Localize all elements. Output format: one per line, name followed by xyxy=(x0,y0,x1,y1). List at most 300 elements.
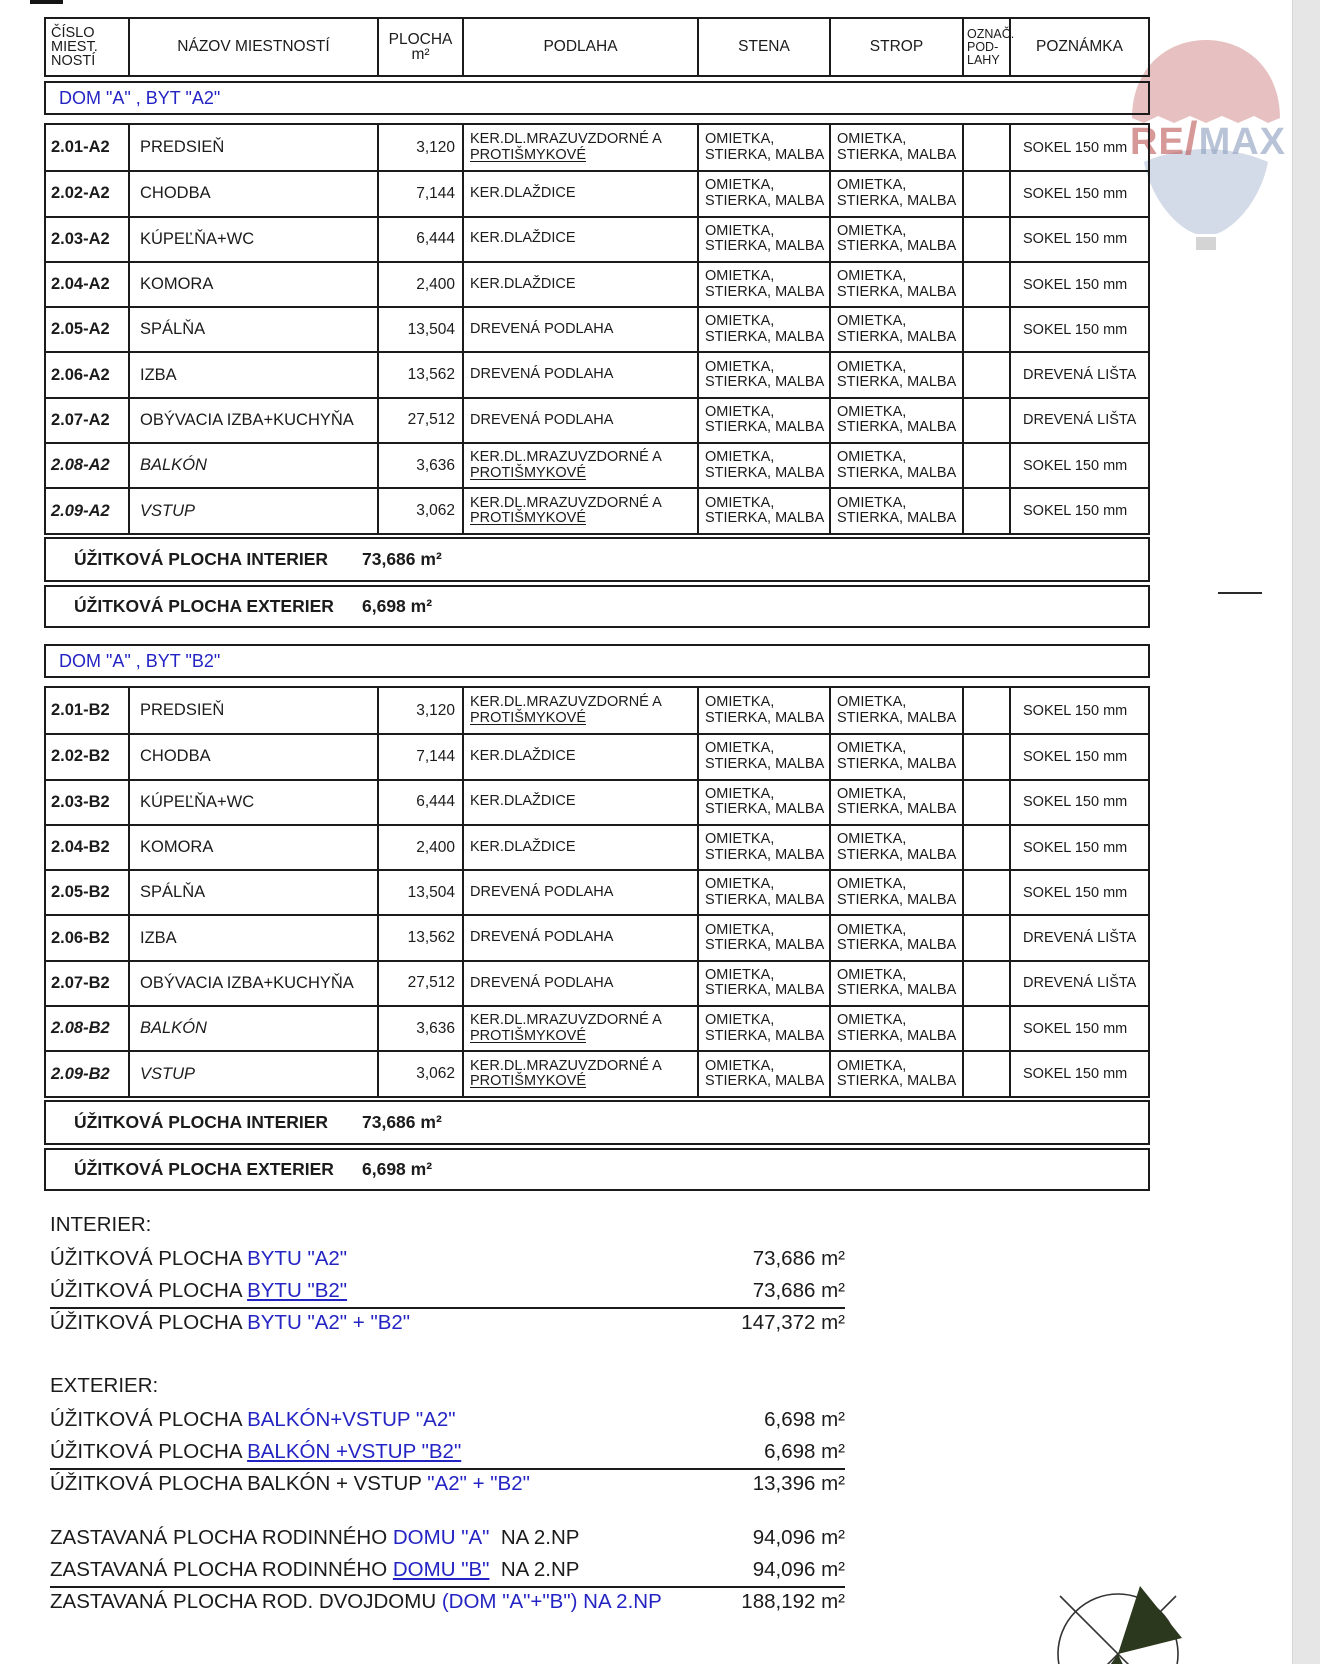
room-area-cell: 2,400 xyxy=(379,826,464,869)
summary-interier-a2 xyxy=(44,537,1150,582)
floor-line: PROTIŠMYKOVÉ xyxy=(470,146,587,163)
room-ceiling-cell xyxy=(831,688,964,733)
ceiling-line: OMIETKA, xyxy=(837,268,907,285)
room-name-cell: PREDSIEŇ xyxy=(130,688,379,733)
total-label-segment: NA 2.NP xyxy=(489,1526,580,1549)
ceiling-line: STIERKA, MALBA xyxy=(837,328,957,345)
ceiling-line: STIERKA, MALBA xyxy=(837,238,957,255)
room-row-2.07-A2 xyxy=(46,397,1148,442)
room-note-cell: SOKEL 150 mm xyxy=(1023,748,1128,765)
total-label-segment: ÚŽITKOVÁ PLOCHA xyxy=(50,1311,248,1334)
wall-line: STIERKA, MALBA xyxy=(705,238,825,255)
wall-line: STIERKA, MALBA xyxy=(705,464,825,481)
total-label-segment: ÚŽITKOVÁ PLOCHA xyxy=(50,1408,248,1431)
room-area-cell: 13,504 xyxy=(379,308,464,351)
room-floor-cell xyxy=(464,308,699,351)
room-floor-cell xyxy=(464,172,699,215)
floor-line: KER.DLAŽDICE xyxy=(470,793,576,810)
header-cell-poznamka xyxy=(1011,19,1148,75)
room-area-cell: 27,512 xyxy=(379,962,464,1005)
room-name-cell: KOMORA xyxy=(130,263,379,306)
room-row-2.05-A2 xyxy=(46,306,1148,351)
room-floor-mark-cell xyxy=(964,735,1011,778)
ceiling-line: OMIETKA, xyxy=(837,966,907,983)
total-row xyxy=(50,1311,845,1343)
room-number-cell: 2.01-B2 xyxy=(46,688,130,733)
table-title-a2 xyxy=(44,81,1150,115)
header-cell-line: PLOCHA xyxy=(388,31,453,48)
table-title-b2 xyxy=(44,644,1150,678)
header-cell-line: NÁZOV MIESTNOSTÍ xyxy=(177,37,330,55)
ceiling-line: STIERKA, MALBA xyxy=(837,1073,957,1090)
room-floor-cell xyxy=(464,399,699,442)
total-value: 13,396 m² xyxy=(752,1472,845,1495)
room-floor-mark-cell xyxy=(964,353,1011,396)
total-value: 73,686 m² xyxy=(752,1279,845,1302)
totals-rows xyxy=(50,1526,845,1622)
ceiling-line: STIERKA, MALBA xyxy=(837,192,957,209)
room-ceiling-cell xyxy=(831,399,964,442)
floor-line: KER.DLAŽDICE xyxy=(470,838,576,855)
room-rows-b2 xyxy=(44,686,1150,1098)
total-row xyxy=(50,1408,845,1440)
room-area-cell: 27,512 xyxy=(379,399,464,442)
floor-line: DREVENÁ PODLAHA xyxy=(470,974,614,991)
room-row-2.05-B2 xyxy=(46,869,1148,914)
room-floor-mark-cell xyxy=(964,1052,1011,1095)
room-wall-cell xyxy=(699,489,831,532)
floor-line: KER.DLAŽDICE xyxy=(470,275,576,292)
header-cell-line: MIEST. xyxy=(51,39,98,55)
summary-label: ÚŽITKOVÁ PLOCHA EXTERIER xyxy=(74,595,334,616)
wall-line: OMIETKA, xyxy=(705,740,775,757)
ceiling-line: OMIETKA, xyxy=(837,222,907,239)
page-edge-strip xyxy=(1292,0,1320,1664)
room-wall-cell xyxy=(699,735,831,778)
room-number-cell: 2.05-B2 xyxy=(46,871,130,914)
room-area-cell: 6,444 xyxy=(379,781,464,824)
room-note-cell: DREVENÁ LIŠTA xyxy=(1023,930,1137,947)
total-label-segment: "A2" + "B2" xyxy=(427,1472,530,1495)
remax-watermark-text: RE/MAX xyxy=(1130,112,1287,164)
room-note-cell: SOKEL 150 mm xyxy=(1023,794,1128,811)
wall-line: OMIETKA, xyxy=(705,403,775,420)
room-row-2.09-A2 xyxy=(46,487,1148,532)
ceiling-line: OMIETKA, xyxy=(837,740,907,757)
wall-line: OMIETKA, xyxy=(705,131,775,148)
ceiling-line: OMIETKA, xyxy=(837,1012,907,1029)
room-ceiling-cell xyxy=(831,916,964,959)
header-cell-line: PODLAHA xyxy=(543,37,618,55)
totals-rows xyxy=(50,1247,845,1343)
header-cell-strop xyxy=(831,19,964,75)
wall-line: STIERKA, MALBA xyxy=(705,891,825,908)
summary-value: 73,686 m² xyxy=(362,1111,442,1132)
room-number-cell: 2.04-B2 xyxy=(46,826,130,869)
balloon-top-icon xyxy=(1132,40,1280,123)
totals-block-interier xyxy=(50,1213,845,1343)
room-wall-cell xyxy=(699,353,831,396)
room-note-cell: SOKEL 150 mm xyxy=(1023,457,1128,474)
ceiling-line: OMIETKA, xyxy=(837,403,907,420)
room-floor-mark-cell xyxy=(964,826,1011,869)
wall-line: OMIETKA, xyxy=(705,494,775,511)
total-value: 188,192 m² xyxy=(741,1590,845,1613)
room-row-2.08-A2 xyxy=(46,442,1148,487)
room-floor-mark-cell xyxy=(964,916,1011,959)
room-floor-mark-cell xyxy=(964,781,1011,824)
total-label-segment: BALKÓN+VSTUP "A2" xyxy=(247,1408,456,1431)
room-row-2.04-B2 xyxy=(46,824,1148,869)
total-row xyxy=(50,1558,845,1588)
wall-line: OMIETKA, xyxy=(705,785,775,802)
wall-line: STIERKA, MALBA xyxy=(705,283,825,300)
room-name-cell: BALKÓN xyxy=(130,1007,379,1050)
wall-line: OMIETKA, xyxy=(705,966,775,983)
floor-line: PROTIŠMYKOVÉ xyxy=(470,1073,587,1090)
wall-line: STIERKA, MALBA xyxy=(705,709,825,726)
room-number-cell: 2.07-A2 xyxy=(46,399,130,442)
wall-line: OMIETKA, xyxy=(705,694,775,711)
room-floor-cell xyxy=(464,353,699,396)
room-floor-mark-cell xyxy=(964,263,1011,306)
ceiling-line: OMIETKA, xyxy=(837,831,907,848)
room-row-2.01-B2 xyxy=(46,688,1148,733)
room-area-cell: 13,562 xyxy=(379,916,464,959)
floor-line: DREVENÁ PODLAHA xyxy=(470,929,614,946)
room-floor-cell xyxy=(464,263,699,306)
total-label-segment: ÚŽITKOVÁ PLOCHA xyxy=(50,1279,248,1302)
wall-line: OMIETKA, xyxy=(705,358,775,375)
wall-line: STIERKA, MALBA xyxy=(705,510,825,527)
wall-line: OMIETKA, xyxy=(705,177,775,194)
room-note-cell: DREVENÁ LIŠTA xyxy=(1023,412,1137,429)
room-row-2.03-A2 xyxy=(46,216,1148,261)
total-label-segment: ÚŽITKOVÁ PLOCHA xyxy=(50,1247,248,1270)
room-floor-cell xyxy=(464,826,699,869)
header-cell-stena xyxy=(699,19,831,75)
ceiling-line: OMIETKA, xyxy=(837,358,907,375)
room-ceiling-cell xyxy=(831,871,964,914)
wall-line: STIERKA, MALBA xyxy=(705,374,825,391)
floor-line: PROTIŠMYKOVÉ xyxy=(470,1027,587,1044)
header-cell-line: STROP xyxy=(869,37,924,55)
room-area-cell: 7,144 xyxy=(379,172,464,215)
wall-line: OMIETKA, xyxy=(705,831,775,848)
room-wall-cell xyxy=(699,962,831,1005)
room-wall-cell xyxy=(699,308,831,351)
room-name-cell: VSTUP xyxy=(130,489,379,532)
room-floor-cell xyxy=(464,125,699,170)
wall-line: OMIETKA, xyxy=(705,449,775,466)
room-name-cell: OBÝVACIA IZBA+KUCHYŇA xyxy=(130,399,379,442)
wall-line: OMIETKA, xyxy=(705,921,775,938)
ceiling-line: OMIETKA, xyxy=(837,131,907,148)
ceiling-line: STIERKA, MALBA xyxy=(837,982,957,999)
ceiling-line: STIERKA, MALBA xyxy=(837,891,957,908)
total-label-segment: DOMU "A" xyxy=(392,1526,490,1549)
ceiling-line: OMIETKA, xyxy=(837,449,907,466)
floor-line: KER.DL.MRAZUVZDORNÉ A xyxy=(470,449,662,466)
ceiling-line: STIERKA, MALBA xyxy=(837,510,957,527)
total-row xyxy=(50,1590,845,1622)
totals-block-exterier xyxy=(50,1374,845,1504)
top-edge-mark xyxy=(30,0,63,4)
header-cell-line: m² xyxy=(411,46,430,63)
wall-line: OMIETKA, xyxy=(705,222,775,239)
room-floor-cell xyxy=(464,489,699,532)
room-wall-cell xyxy=(699,826,831,869)
room-ceiling-cell xyxy=(831,353,964,396)
room-wall-cell xyxy=(699,399,831,442)
table-title-label: DOM "A" , BYT "B2" xyxy=(59,650,221,671)
room-floor-cell xyxy=(464,1052,699,1095)
wall-line: STIERKA, MALBA xyxy=(705,419,825,436)
summary-label: ÚŽITKOVÁ PLOCHA INTERIER xyxy=(74,548,329,569)
total-label-segment: ÚŽITKOVÁ PLOCHA BALKÓN + VSTUP xyxy=(50,1472,428,1495)
room-note-cell: SOKEL 150 mm xyxy=(1023,884,1128,901)
room-floor-cell xyxy=(464,916,699,959)
room-area-cell: 3,120 xyxy=(379,125,464,170)
room-number-cell: 2.05-A2 xyxy=(46,308,130,351)
summary-value: 73,686 m² xyxy=(362,548,442,569)
header-cell-line: ČÍSLO xyxy=(51,25,95,41)
room-floor-cell xyxy=(464,781,699,824)
room-ceiling-cell xyxy=(831,1007,964,1050)
ceiling-line: STIERKA, MALBA xyxy=(837,801,957,818)
floor-line: DREVENÁ PODLAHA xyxy=(470,321,614,338)
room-number-cell: 2.08-A2 xyxy=(46,444,130,487)
room-ceiling-cell xyxy=(831,172,964,215)
room-name-cell: CHODBA xyxy=(130,735,379,778)
room-area-cell: 3,120 xyxy=(379,688,464,733)
room-number-cell: 2.06-A2 xyxy=(46,353,130,396)
room-number-cell: 2.02-A2 xyxy=(46,172,130,215)
floor-line: DREVENÁ PODLAHA xyxy=(470,366,614,383)
ceiling-line: STIERKA, MALBA xyxy=(837,1027,957,1044)
room-wall-cell xyxy=(699,1052,831,1095)
room-floor-cell xyxy=(464,688,699,733)
room-wall-cell xyxy=(699,688,831,733)
ceiling-line: STIERKA, MALBA xyxy=(837,419,957,436)
wall-line: OMIETKA, xyxy=(705,1057,775,1074)
room-name-cell: PREDSIEŇ xyxy=(130,125,379,170)
summary-label: ÚŽITKOVÁ PLOCHA EXTERIER xyxy=(74,1158,334,1179)
room-table-a2 xyxy=(44,17,1150,628)
wall-line: STIERKA, MALBA xyxy=(705,146,825,163)
ceiling-line: OMIETKA, xyxy=(837,1057,907,1074)
room-note-cell: SOKEL 150 mm xyxy=(1023,702,1128,719)
room-number-cell: 2.02-B2 xyxy=(46,735,130,778)
room-floor-mark-cell xyxy=(964,489,1011,532)
header-cell-oznac-podlahy xyxy=(964,19,1015,75)
total-label-segment: NA 2.NP xyxy=(489,1558,580,1581)
room-area-cell: 3,636 xyxy=(379,444,464,487)
total-label-segment: DOMU "B" xyxy=(392,1558,490,1581)
total-label-segment: (DOM "A"+"B") NA 2.NP xyxy=(441,1590,662,1613)
room-floor-mark-cell xyxy=(964,688,1011,733)
room-floor-mark-cell xyxy=(964,308,1011,351)
room-floor-cell xyxy=(464,871,699,914)
header-cell-line: NOSTÍ xyxy=(51,53,96,69)
totals-block-zastavana xyxy=(50,1526,845,1622)
table-header-row xyxy=(44,17,1150,77)
room-rows-a2 xyxy=(44,123,1150,535)
room-area-cell: 3,062 xyxy=(379,1052,464,1095)
room-number-cell: 2.09-B2 xyxy=(46,1052,130,1095)
room-floor-cell xyxy=(464,1007,699,1050)
total-value: 147,372 m² xyxy=(741,1311,845,1334)
room-row-2.08-B2 xyxy=(46,1005,1148,1050)
header-cell-line: LAHY xyxy=(967,52,1000,67)
room-note-cell: SOKEL 150 mm xyxy=(1023,139,1128,156)
room-ceiling-cell xyxy=(831,781,964,824)
header-cell-line: POZNÁMKA xyxy=(1036,37,1123,55)
wall-line: STIERKA, MALBA xyxy=(705,755,825,772)
room-ceiling-cell xyxy=(831,962,964,1005)
room-ceiling-cell xyxy=(831,735,964,778)
wall-line: STIERKA, MALBA xyxy=(705,192,825,209)
summary-value: 6,698 m² xyxy=(362,1158,433,1179)
room-number-cell: 2.03-A2 xyxy=(46,218,130,261)
total-label-segment: BYTU "B2" xyxy=(247,1279,348,1302)
summary-label: ÚŽITKOVÁ PLOCHA INTERIER xyxy=(74,1111,329,1132)
room-area-cell: 6,444 xyxy=(379,218,464,261)
room-area-cell: 7,144 xyxy=(379,735,464,778)
room-note-cell: SOKEL 150 mm xyxy=(1023,839,1128,856)
room-note-cell: SOKEL 150 mm xyxy=(1023,321,1128,338)
room-floor-mark-cell xyxy=(964,125,1011,170)
room-ceiling-cell xyxy=(831,218,964,261)
room-wall-cell xyxy=(699,172,831,215)
room-number-cell: 2.08-B2 xyxy=(46,1007,130,1050)
header-cell-line: OZNAČ. xyxy=(967,26,1015,41)
room-ceiling-cell xyxy=(831,489,964,532)
room-name-cell: SPÁLŇA xyxy=(130,308,379,351)
total-label-segment: ÚŽITKOVÁ PLOCHA xyxy=(50,1440,248,1463)
wall-line: STIERKA, MALBA xyxy=(705,846,825,863)
room-area-cell: 2,400 xyxy=(379,263,464,306)
header-cell-cislo-miestnosti xyxy=(46,19,130,75)
short-dash-mark xyxy=(1218,592,1262,594)
room-wall-cell xyxy=(699,916,831,959)
wall-line: STIERKA, MALBA xyxy=(705,1073,825,1090)
total-row xyxy=(50,1472,845,1504)
room-name-cell: KÚPEĽŇA+WC xyxy=(130,218,379,261)
header-cell-plocha xyxy=(379,19,464,75)
ceiling-line: OMIETKA, xyxy=(837,785,907,802)
room-name-cell: SPÁLŇA xyxy=(130,871,379,914)
room-row-2.02-B2 xyxy=(46,733,1148,778)
floor-line: KER.DL.MRAZUVZDORNÉ A xyxy=(470,131,662,148)
room-note-cell: SOKEL 150 mm xyxy=(1023,231,1128,248)
total-value: 94,096 m² xyxy=(752,1526,845,1549)
room-name-cell: BALKÓN xyxy=(130,444,379,487)
room-floor-mark-cell xyxy=(964,962,1011,1005)
total-label-segment: BALKÓN +VSTUP "B2" xyxy=(247,1440,462,1463)
room-table-b2 xyxy=(44,644,1150,1191)
room-note-cell: SOKEL 150 mm xyxy=(1023,185,1128,202)
room-area-cell: 13,504 xyxy=(379,871,464,914)
room-number-cell: 2.07-B2 xyxy=(46,962,130,1005)
ceiling-line: STIERKA, MALBA xyxy=(837,846,957,863)
room-ceiling-cell xyxy=(831,308,964,351)
header-cell-podlaha xyxy=(464,19,699,75)
room-note-cell: SOKEL 150 mm xyxy=(1023,1066,1128,1083)
room-name-cell: OBÝVACIA IZBA+KUCHYŇA xyxy=(130,962,379,1005)
total-label-segment: ZASTAVANÁ PLOCHA RODINNÉHO xyxy=(50,1526,393,1549)
room-note-cell: SOKEL 150 mm xyxy=(1023,1020,1128,1037)
room-ceiling-cell xyxy=(831,444,964,487)
room-floor-mark-cell xyxy=(964,444,1011,487)
compass-icon xyxy=(1046,1578,1196,1664)
room-floor-mark-cell xyxy=(964,871,1011,914)
room-row-2.04-A2 xyxy=(46,261,1148,306)
wall-line: OMIETKA, xyxy=(705,1012,775,1029)
room-name-cell: CHODBA xyxy=(130,172,379,215)
room-wall-cell xyxy=(699,444,831,487)
wall-line: STIERKA, MALBA xyxy=(705,801,825,818)
ceiling-line: OMIETKA, xyxy=(837,694,907,711)
wall-line: OMIETKA, xyxy=(705,268,775,285)
room-row-2.03-B2 xyxy=(46,779,1148,824)
room-name-cell: KOMORA xyxy=(130,826,379,869)
total-row xyxy=(50,1440,845,1470)
room-ceiling-cell xyxy=(831,125,964,170)
floor-line: PROTIŠMYKOVÉ xyxy=(470,510,587,527)
total-value: 73,686 m² xyxy=(752,1247,845,1270)
ceiling-line: STIERKA, MALBA xyxy=(837,146,957,163)
room-row-2.06-A2 xyxy=(46,351,1148,396)
ceiling-line: OMIETKA, xyxy=(837,921,907,938)
wall-line: STIERKA, MALBA xyxy=(705,1027,825,1044)
total-label-segment: BYTU "A2" xyxy=(247,1247,348,1270)
ceiling-line: STIERKA, MALBA xyxy=(837,937,957,954)
total-row xyxy=(50,1247,845,1279)
floor-line: PROTIŠMYKOVÉ xyxy=(470,464,587,481)
total-label-segment: ZASTAVANÁ PLOCHA RODINNÉHO xyxy=(50,1558,393,1581)
room-row-2.09-B2 xyxy=(46,1050,1148,1095)
total-label-segment: ZASTAVANÁ PLOCHA ROD. DVOJDOMU xyxy=(50,1590,442,1613)
wall-line: STIERKA, MALBA xyxy=(705,328,825,345)
header-cell-line: POD- xyxy=(967,39,999,54)
floor-line: KER.DL.MRAZUVZDORNÉ A xyxy=(470,1012,662,1029)
wall-line: STIERKA, MALBA xyxy=(705,937,825,954)
room-floor-cell xyxy=(464,218,699,261)
room-floor-mark-cell xyxy=(964,218,1011,261)
ceiling-line: OMIETKA, xyxy=(837,494,907,511)
room-wall-cell xyxy=(699,781,831,824)
header-cell-line: STENA xyxy=(738,37,790,55)
room-number-cell: 2.06-B2 xyxy=(46,916,130,959)
wall-line: STIERKA, MALBA xyxy=(705,982,825,999)
room-wall-cell xyxy=(699,871,831,914)
room-row-2.07-B2 xyxy=(46,960,1148,1005)
total-row xyxy=(50,1526,845,1558)
floor-line: DREVENÁ PODLAHA xyxy=(470,884,614,901)
room-number-cell: 2.04-A2 xyxy=(46,263,130,306)
totals-heading: EXTERIER: xyxy=(50,1374,159,1397)
floor-line: KER.DL.MRAZUVZDORNÉ A xyxy=(470,694,662,711)
room-ceiling-cell xyxy=(831,1052,964,1095)
ceiling-line: STIERKA, MALBA xyxy=(837,709,957,726)
floor-line: KER.DLAŽDICE xyxy=(470,185,576,202)
room-wall-cell xyxy=(699,1007,831,1050)
totals-heading: INTERIER: xyxy=(50,1213,152,1236)
room-wall-cell xyxy=(699,263,831,306)
total-row xyxy=(50,1279,845,1309)
total-value: 6,698 m² xyxy=(764,1440,845,1463)
